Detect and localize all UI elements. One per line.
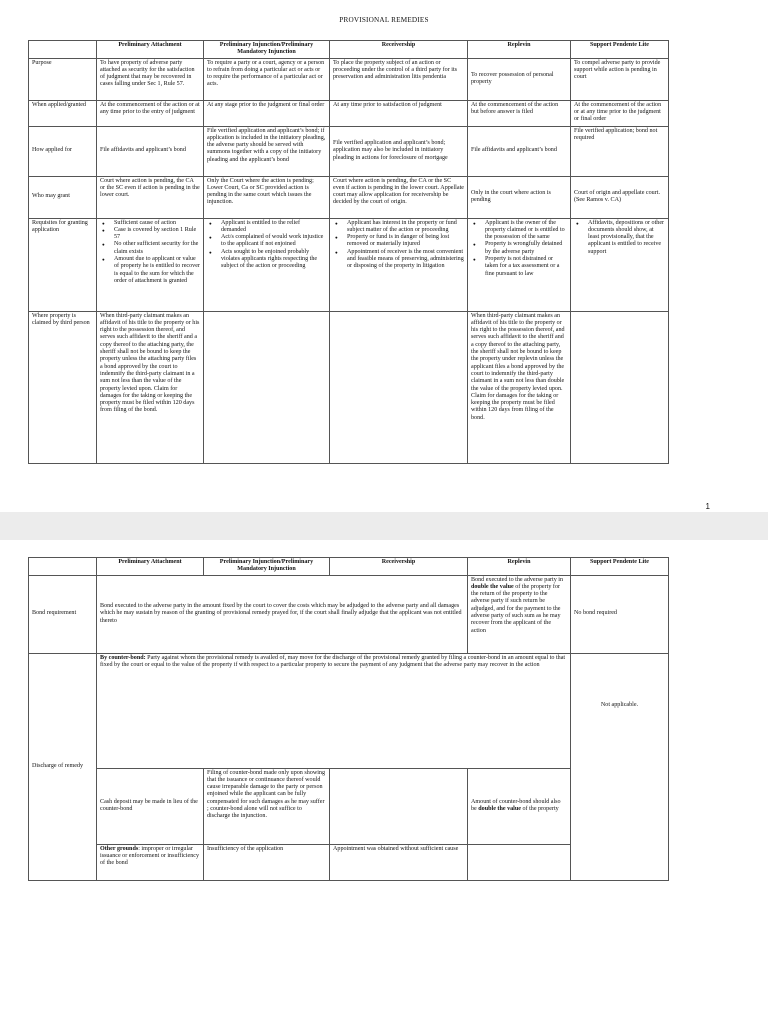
cell-replevin [468, 575, 571, 653]
list-item: ● Applicant is entitled to the relief demanded [207, 220, 326, 235]
text: of the property for the return of the property to the adverse party if such return be adjudged, and for the payment to the adverse party of such sum as he may recover from the applicant of the action [471, 583, 561, 634]
header-support: Support Pendente Lite [571, 41, 669, 59]
cell-replevin: Only in the court where action is pending [468, 176, 571, 218]
cell-counter-bond [97, 653, 571, 768]
cell-injunction: To require a party or a court, agency or a person to refrain from doing a particular act or acts or to require the performance of a particular act or acts. [204, 58, 330, 100]
cell-support: File verified application; bond not required [571, 126, 669, 176]
row-label: Discharge of remedy [29, 653, 97, 880]
document-page-2 [0, 540, 768, 1024]
cell-replevin [468, 218, 571, 311]
list-item: ● Applicant is the owner of the property claimed or is entitled to the possession of the same [471, 220, 567, 242]
cell-replevin: At the commencement of the action but before answer is filed [468, 100, 571, 126]
row-label: Bond requirement [29, 575, 97, 653]
header-replevin: Replevin [468, 558, 571, 576]
cell-bond-common: Bond executed to the adverse party in the amount fixed by the court to cover the costs which may be adjudged to the adverse party and all damages which he may sustain by reason of the granting of provisional remedy prayed for, if the court shall finally adjudge that the applicant was not entitled thereto [97, 575, 468, 653]
row-bond [29, 575, 669, 653]
row-who [29, 176, 669, 218]
row-label: When applied/granted [29, 100, 97, 126]
cell-injunction: Insufficiency of the application [204, 844, 330, 880]
document-title: PROVISIONAL REMEDIES [339, 16, 429, 24]
list-item: ● Applicant has interest in the property or fund subject matter of the action or proceeding [333, 220, 464, 235]
list-item: ● Property is not distrained or taken for a tax assessment or a fine pursuant to law [471, 256, 567, 278]
list-item: ● Acts sought to be enjoined probably violates applicants rights respecting the subject of the action or proceeding [207, 249, 326, 271]
header-replevin: Replevin [468, 41, 571, 59]
cell-receivership: At any time prior to satisfaction of judgment [330, 100, 468, 126]
cell-receivership: Court where action is pending, the CA or the SC even if action is pending in the lower court. Appellate court may allow application for receivership be decided by the court of origin. [330, 176, 468, 218]
list-item: ● Sufficient cause of action [100, 220, 200, 227]
cell-receivership [330, 218, 468, 311]
row-discharge-counter-bond [29, 653, 669, 768]
header-receivership: Receivership [330, 558, 468, 576]
cell-support [571, 311, 669, 463]
emphasis: double the value [478, 806, 521, 813]
header-injunction: Preliminary Injunction/Preliminary Mandatory Injunction [204, 558, 330, 576]
text: of the property [520, 806, 559, 813]
list-item: ● Property is wrongfully detained by the adverse party [471, 241, 567, 256]
text: : improper or irregular issuance or enforcement or insufficiency of the bond [100, 845, 200, 867]
cell-replevin: File affidavits and applicant’s bond [468, 126, 571, 176]
cell-receivership: To place the property subject of an action or proceeding under the control of a third party for its preservation and administration litis pendentia [330, 58, 468, 100]
cell-injunction: File verified application and applicant’s bond; if application is included in the initiatory pleading, the adverse party should be served with summons together with a copy of the initiatory pleading and the applicant’s bond [204, 126, 330, 176]
requisites-list [333, 220, 464, 271]
row-label: Requisites for granting application [29, 218, 97, 311]
emphasis: By counter-bond: [100, 654, 146, 661]
cell-injunction: Only the Court where the action is pending; Lower Court, Ca or SC provided action is pending in the same court which issues the injunction. [204, 176, 330, 218]
cell-attachment: When third-party claimant makes an affidavit of his title to the property or his right to the possession thereof, and serves such affidavit to the sheriff and a copy thereof to the attaching party, the sheriff shall not be bound to keep the property unless the attaching party files a bond approved by the court to indemnify the third-party claimant in a sum not less than the value of the property levied upon. Claim for damages for the taking or keeping the property must be filed within 120 days from filing of the bond. [97, 311, 204, 463]
cell-injunction: At any stage prior to the judgment or final order [204, 100, 330, 126]
remedies-table-part-2 [28, 557, 669, 881]
cell-support: No bond required [571, 575, 669, 653]
cell-support: To compel adverse party to provide support while action is pending in court [571, 58, 669, 100]
requisites-list [574, 220, 665, 256]
page-number: 1 [705, 502, 710, 511]
requisites-list [100, 220, 200, 286]
header-receivership: Receivership [330, 41, 468, 59]
header-row [29, 41, 669, 59]
cell-replevin [468, 844, 571, 880]
row-label: Who may grant [29, 176, 97, 218]
cell-injunction: Filing of counter-bond made only upon showing that the issuance or continuance thereof would cause irreparable damage to the party or person enjoined while the applicant can be fully compensated for such damages as he may suffer ; counter-bond alone will not suffice to discharge the injunction. [204, 768, 330, 844]
header-attachment: Preliminary Attachment [97, 558, 204, 576]
cell-replevin [468, 768, 571, 844]
list-item: ● Amount due to applicant or value of property he is entitled to recover is equal to the sum for which the order of attachment is granted [100, 256, 200, 285]
text: Party against whom the provisional remedy is availed of, may move for the discharge of the provisional remedy granted by filing a counter-bond in an amount equal to that fixed by the court or equal to the value of the property if with respect to a particular property to secure the payment of any judgment that the adverse party may recover in the action [100, 654, 566, 668]
cell-attachment: File affidavits and applicant’s bond [97, 126, 204, 176]
header-blank [29, 41, 97, 59]
cell-receivership [330, 311, 468, 463]
row-how [29, 126, 669, 176]
cell-receivership: File verified application and applicant’s bond; application may also be included in initiatory pleading in actions for foreclosure of mortgage [330, 126, 468, 176]
row-when [29, 100, 669, 126]
cell-injunction [204, 218, 330, 311]
list-item: ● Affidavits, depositions or other documents should show, at least provisionally, that the applicant is entitled to receive support [574, 220, 665, 256]
list-item: ● No other sufficient security for the claim exists [100, 241, 200, 256]
list-item: ● Case is covered by section 1 Rule 57 [100, 227, 200, 242]
row-third-party [29, 311, 669, 463]
header-support: Support Pendente Lite [571, 558, 669, 576]
cell-support: Court of origin and appellate court. (See Ramos v. CA) [571, 176, 669, 218]
cell-attachment: To have property of adverse party attached as security for the satisfaction of judgment that may be recovered in cases falling under Sec 1, Rule 57. [97, 58, 204, 100]
row-label: How applied for [29, 126, 97, 176]
cell-attachment [97, 218, 204, 311]
emphasis: Other grounds [100, 845, 139, 852]
cell-attachment [97, 844, 204, 880]
header-attachment: Preliminary Attachment [97, 41, 204, 59]
cell-support: At the commencement of the action or at any time prior to the judgment or final order [571, 100, 669, 126]
header-blank [29, 558, 97, 576]
list-item: ● Act/s complained of would work injustice to the applicant if not enjoined [207, 234, 326, 249]
cell-attachment: Cash deposit may be made in lieu of the counter-bond [97, 768, 204, 844]
header-row [29, 558, 669, 576]
row-label: Purpose [29, 58, 97, 100]
cell-replevin: When third-party claimant makes an affidavit of his title to the property or his right to the possession thereof, and serves such affidavit to the sheriff and a copy thereof to the attaching party, the sheriff shall not be bound to keep the property under replevin unless the applicant files a bond approved by the court to indemnify the third-party claimant in a sum not less than double the value of the property levied upon. Claim for damages for the taking or keeping the property must be filed within 120 days from filing of the bond. [468, 311, 571, 463]
requisites-list [471, 220, 567, 278]
cell-attachment: Court where action is pending, the CA or the SC even if action is pending in the lower court. [97, 176, 204, 218]
cell-support [571, 218, 669, 311]
row-label: Where property is claimed by third person [29, 311, 97, 463]
remedies-table-part-1 [28, 40, 669, 464]
emphasis: double the value [471, 583, 514, 590]
cell-injunction [204, 311, 330, 463]
cell-support: Not applicable. [571, 653, 669, 880]
list-item: ● Property or fund is in danger of being lost removed or materially injured [333, 234, 464, 249]
text: Amount of counter-bond should also be [471, 798, 561, 813]
list-item: ● Appointment of receiver is the most convenient and feasible means of preserving, administering or disposing of the property in litigation [333, 249, 464, 271]
requisites-list [207, 220, 326, 271]
cell-receivership [330, 768, 468, 844]
cell-receivership: Appointment was obtained without sufficient cause [330, 844, 468, 880]
cell-replevin: To recover possession of personal property [468, 58, 571, 100]
text: Bond executed to the adverse party in [471, 576, 564, 583]
header-injunction: Preliminary Injunction/Preliminary Mandatory Injunction [204, 41, 330, 59]
cell-attachment: At the commencement of the action or at any time prior to the entry of judgment [97, 100, 204, 126]
row-purpose [29, 58, 669, 100]
row-requisites [29, 218, 669, 311]
